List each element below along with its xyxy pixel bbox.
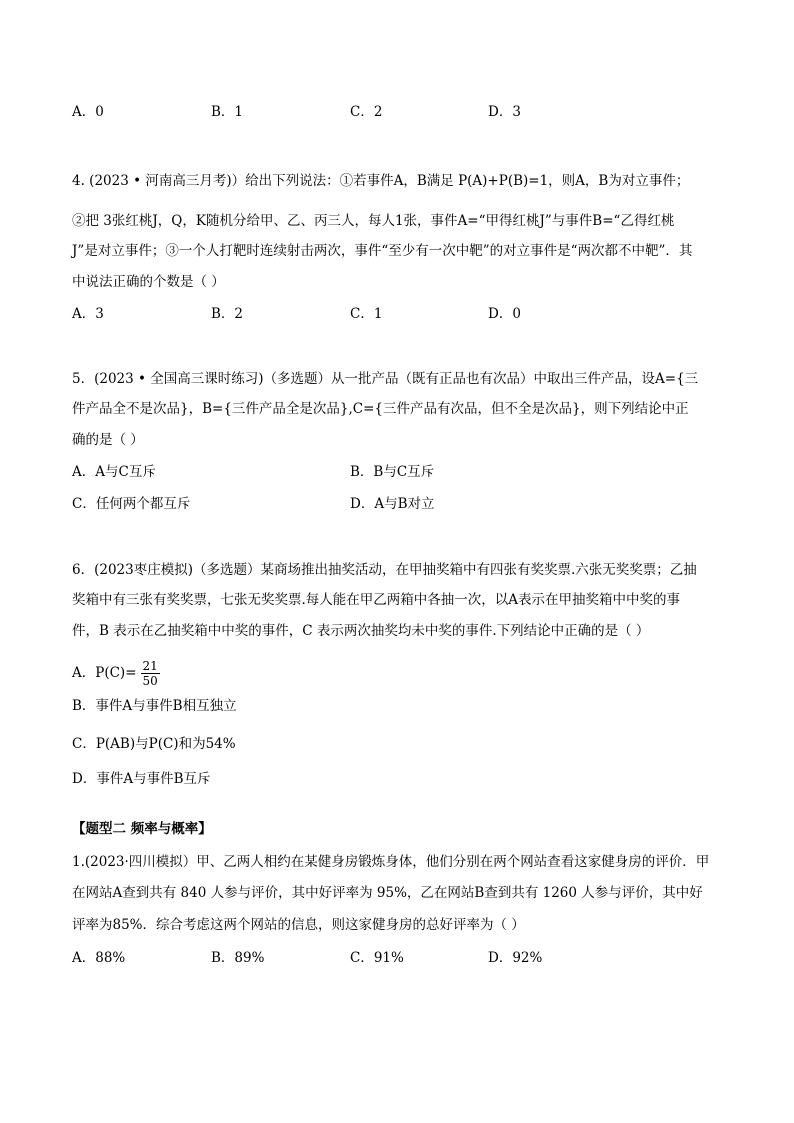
s2-q1-line-2: 在网站A查到共有 840 人参与评价，其中好评率为 95%，乙在网站B查到共有 1260 人参与评价，其中好 (72, 885, 703, 901)
q4-option-c: C．1 (350, 306, 383, 322)
q4-line-2: ②把 3张红桃J，Q，K随机分给甲、乙、丙三人，每人1张，事件A=“甲得红桃J”与事件B=“乙得红桃 (72, 213, 675, 229)
q3-option-c: C．2 (350, 104, 383, 120)
q5-line-1: 5．(2023 • 全国高三课时练习)（多选题）从一批产品（既有正品也有次品）中取出三件产品，设A={三 (72, 371, 699, 387)
q4-option-a: A．3 (72, 306, 104, 322)
q4-option-d: D．0 (488, 306, 521, 322)
q6-line-3: 件，B 表示在乙抽奖箱中中奖的事件，C 表示两次抽奖均未中奖的事件.下列结论中正确的是（ ） (72, 623, 650, 639)
q5-line-2: 件产品全不是次品}，B={三件产品全是次品},C={三件产品有次品，但不全是次品}，则下列结论中正 (72, 401, 689, 417)
q4-line-1: 4. (2023 • 河南高三月考)）给出下列说法：①若事件A，B满足 P(A)+P(B)=1，则A，B为对立事件； (72, 173, 690, 189)
s2-q1-option-c: C．91% (350, 950, 404, 966)
s2-q1-option-a: A．88% (72, 950, 126, 966)
q5-option-b: B．B与C互斥 (350, 464, 435, 480)
q4-option-b: B．2 (211, 306, 244, 322)
section-title: 【题型二 频率与概率】 (72, 821, 212, 837)
q6-line-1: 6．(2023枣庄模拟)（多选题）某商场推出抽奖活动，在甲抽奖箱中有四张有奖奖票.六张无奖奖票；乙抽 (72, 562, 697, 578)
fraction-denominator: 50 (142, 674, 158, 688)
q6-option-c: C．P(AB)与P(C)和为54% (72, 736, 236, 752)
q4-line-4: 中说法正确的个数是（ ） (72, 274, 225, 290)
q5-option-c: C．任何两个都互斥 (72, 496, 191, 512)
q6-line-2: 奖箱中有三张有奖奖票，七张无奖奖票.每人能在甲乙两箱中各抽一次，以A表示在甲抽奖箱中中奖的事 (72, 592, 681, 608)
q6-option-b: B．事件A与事件B相互独立 (72, 698, 237, 714)
s2-q1-line-3: 评率为85%．综合考虑这两个网站的信息，则这家健身房的总好评率为（ ） (72, 917, 525, 933)
s2-q1-line-1: 1.(2023·四川模拟）甲、乙两人相约在某健身房锻炼身体，他们分别在两个网站查看这家健身房的评价．甲 (72, 854, 710, 870)
q4-line-3: J”是对立事件；③一个人打靶时连续射击两次，事件“至少有一次中靶”的对立事件是“两次都不中靶”．其 (72, 243, 693, 259)
s2-q1-option-b: B．89% (211, 950, 265, 966)
q6-option-a (72, 656, 160, 690)
q6-option-d: D．事件A与事件B互斥 (72, 771, 211, 787)
q5-line-3: 确的是（ ） (72, 432, 144, 448)
fraction (141, 659, 160, 688)
fraction-numerator: 21 (142, 659, 158, 673)
q3-option-b: B．1 (211, 104, 244, 120)
q3-option-d: D．3 (488, 104, 521, 120)
q5-option-d: D．A与B对立 (350, 496, 435, 512)
q6-option-a-prefix: A．P(C)= (72, 665, 137, 681)
q3-option-a: A．0 (72, 104, 104, 120)
s2-q1-option-d: D．92% (488, 950, 543, 966)
q5-option-a: A．A与C互斥 (72, 464, 156, 480)
